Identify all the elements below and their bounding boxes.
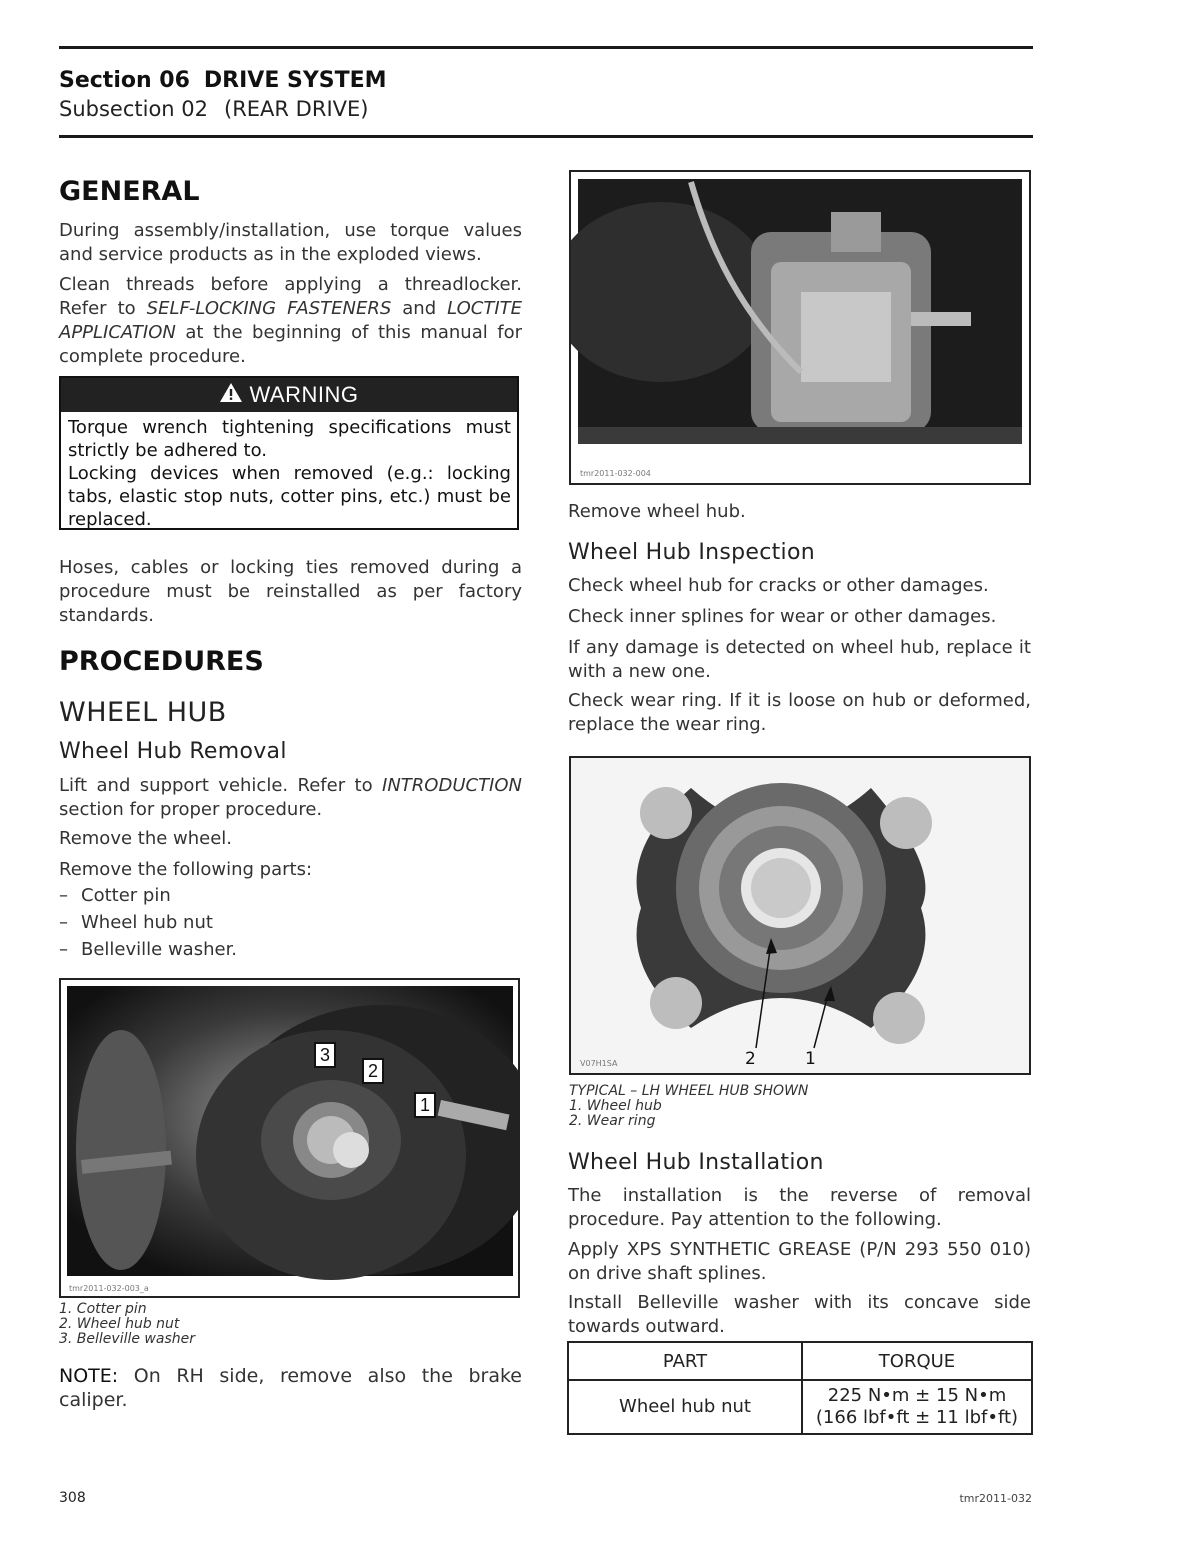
cell-torque [802, 1380, 1032, 1434]
wheel-hub-heading: WHEEL HUB [59, 697, 227, 728]
warning-triangle-icon [219, 382, 243, 409]
torque-imperial: (166 lbf•ft ± 11 lbf•ft) [815, 1407, 1019, 1428]
general-para-3: Hoses, cables or locking ties removed during a procedure must be reinstalled as per factory standards. [59, 557, 522, 626]
page-number: 308 [59, 1490, 86, 1506]
figure1-legend [59, 1302, 195, 1347]
callout-3: 3 [314, 1042, 336, 1068]
legend-item: 2. Wear ring [569, 1113, 656, 1129]
note-text: On RH side, remove also the brake caliper. [59, 1365, 522, 1411]
list-item-text: Cotter pin [81, 885, 171, 906]
legend-item: 2. Wheel hub nut [59, 1316, 180, 1332]
removal-para-2: Remove the wheel. [59, 828, 233, 849]
header-top-rule [59, 46, 1033, 49]
list-item-text: Belleville washer. [81, 939, 238, 960]
section-title [59, 68, 387, 93]
general-para-2-text-a: Clean threads before applying a threadlocker. Refer to [59, 274, 522, 319]
warning-header [61, 378, 517, 412]
header-bottom-rule [59, 135, 1033, 138]
figure-id: tmr2011-032-004 [580, 469, 651, 478]
list-item: – Wheel hub nut [59, 912, 213, 933]
general-para-1: During assembly/installation, use torque values and service products as in the exploded views. [59, 220, 522, 265]
inspection-para-2: Check inner splines for wear or other damages. [568, 606, 997, 627]
general-para-2-text-b: and [391, 298, 448, 319]
procedures-heading: PROCEDURES [59, 646, 264, 677]
general-para-2 [59, 273, 522, 369]
torque-table [567, 1341, 1033, 1435]
warning-box [59, 376, 519, 530]
table-header-row [568, 1342, 1032, 1380]
installation-para-2: Apply XPS SYNTHETIC GREASE (P/N 293 550 010) on drive shaft splines. [568, 1239, 1031, 1284]
warning-line-2: Locking devices when removed (e.g.: locking tabs, elastic stop nuts, cotter pins, etc.) must be replaced. [68, 463, 511, 530]
list-item-text: Wheel hub nut [81, 912, 213, 933]
callout-1: 1 [805, 1049, 816, 1069]
warning-title: WARNING [249, 382, 359, 407]
self-locking-ref: SELF-LOCKING FASTENERS [146, 298, 392, 319]
figure-wheel-hub [569, 756, 1031, 1075]
callout-2: 2 [745, 1049, 756, 1069]
list-item: – Cotter pin [59, 885, 171, 906]
removal-para-1-text-a: Lift and support vehicle. Refer to [59, 775, 383, 796]
list-item: – Belleville washer. [59, 939, 238, 960]
subsection-name: (REAR DRIVE) [224, 97, 369, 121]
callout-1: 1 [414, 1092, 436, 1118]
figure-id: V07H1SA [580, 1059, 618, 1068]
torque-metric: 225 N•m ± 15 N•m [827, 1385, 1007, 1406]
installation-para-1: The installation is the reverse of removal procedure. Pay attention to the following. [568, 1185, 1031, 1230]
table-row [568, 1380, 1032, 1434]
introduction-ref: INTRODUCTION [382, 775, 522, 796]
general-para-2-text-c: at the beginning of this manual for complete procedure. [59, 322, 522, 367]
inspection-heading: Wheel Hub Inspection [568, 540, 815, 565]
parts-list [59, 885, 237, 966]
inspection-para-4: Check wear ring. If it is loose on hub or deformed, replace the wear ring. [568, 690, 1031, 735]
removal-para-1 [59, 774, 522, 822]
figure-wheel-hub-removal [59, 978, 520, 1298]
note [59, 1364, 522, 1412]
removal-heading: Wheel Hub Removal [59, 739, 287, 764]
warning-body [61, 412, 517, 531]
inspection-para-3: If any damage is detected on wheel hub, replace it with a new one. [568, 637, 1031, 682]
warning-line-1: Torque wrench tightening specifications must strictly be adhered to. [68, 417, 511, 461]
figure-id: tmr2011-032-003_a [69, 1284, 149, 1293]
figure3-caption [569, 1084, 808, 1129]
wheel-hub-removal-photo [61, 980, 518, 1296]
doc-id: tmr2011-032 [959, 1492, 1032, 1505]
callout-2: 2 [362, 1058, 384, 1084]
legend-item: 3. Belleville washer [59, 1331, 196, 1347]
remove-hub-text: Remove wheel hub. [568, 501, 746, 522]
brake-caliper-photo [571, 172, 1029, 483]
caption-title: TYPICAL – LH WHEEL HUB SHOWN [569, 1083, 809, 1099]
cell-part: Wheel hub nut [568, 1380, 802, 1434]
general-heading: GENERAL [59, 176, 200, 207]
legend-item: 1. Wheel hub [569, 1098, 662, 1114]
col-part: PART [568, 1342, 802, 1380]
subsection-label: Subsection 02 [59, 97, 208, 121]
installation-para-3: Install Belleville washer with its concave side towards outward. [568, 1292, 1031, 1337]
inspection-para-1: Check wheel hub for cracks or other damages. [568, 575, 989, 596]
loctite-ref: LOCTITE APPLICATION [59, 298, 523, 343]
wheel-hub-photo [571, 758, 1029, 1073]
removal-para-3: Remove the following parts: [59, 859, 313, 880]
section-name: DRIVE SYSTEM [203, 68, 387, 93]
installation-heading: Wheel Hub Installation [568, 1150, 824, 1175]
legend-item: 1. Cotter pin [59, 1301, 147, 1317]
figure-brake-caliper [569, 170, 1031, 485]
col-torque: TORQUE [802, 1342, 1032, 1380]
subsection-title [59, 97, 368, 121]
section-label: Section 06 [59, 68, 190, 93]
note-label: NOTE: [59, 1365, 119, 1387]
removal-para-1-text-b: section for proper procedure. [59, 799, 323, 820]
